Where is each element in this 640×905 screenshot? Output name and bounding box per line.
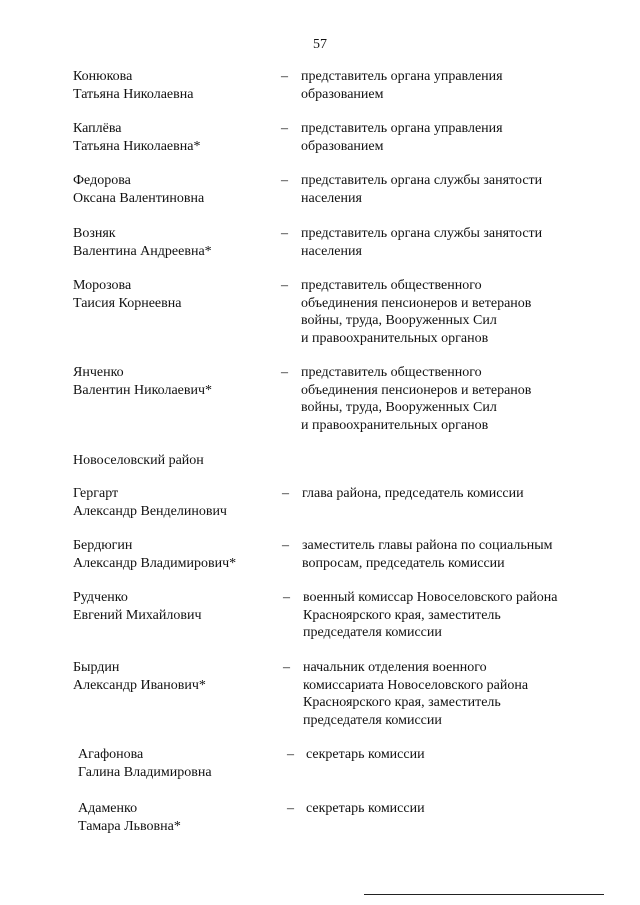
member-given-names: Валентин Николаевич* [73, 382, 213, 398]
role-line: образованием [301, 138, 384, 154]
member-given-names: Татьяна Николаевна* [73, 138, 201, 154]
member-name [73, 120, 263, 155]
member-name [73, 659, 263, 694]
member-given-names: Таисия Корнеевна [73, 295, 182, 311]
member-name [73, 485, 263, 520]
role-line: председателя комиссии [303, 625, 442, 640]
role-line: представитель органа службы занятости [301, 226, 543, 241]
member-name [73, 225, 263, 260]
member-name [73, 172, 263, 207]
member-surname: Морозова [73, 278, 132, 293]
member-name [73, 537, 263, 572]
role-line: образованием [301, 86, 384, 102]
role-line: секретарь комиссии [306, 747, 425, 762]
member-name [78, 800, 268, 835]
member-surname: Рудченко [73, 590, 128, 605]
role-line: и правоохранительных органов [301, 330, 489, 346]
member-role [301, 68, 596, 103]
member-given-names: Александр Иванович* [73, 677, 206, 693]
member-surname: Янченко [73, 365, 124, 380]
role-line: населения [301, 190, 362, 206]
member-role [306, 746, 601, 764]
role-line: населения [301, 243, 362, 259]
separator-dash: – [287, 747, 294, 762]
member-surname: Каплёва [73, 121, 122, 136]
role-line: секретарь комиссии [306, 801, 425, 816]
separator-dash: – [283, 660, 290, 675]
role-line: вопросам, председатель комиссии [302, 555, 505, 571]
separator-dash: – [281, 226, 288, 241]
role-line: военный комиссар Новоселовского района [303, 590, 558, 605]
separator-dash: – [281, 69, 288, 84]
scan-edge-line [364, 894, 604, 895]
member-given-names: Тамара Львовна* [78, 818, 181, 834]
member-name [73, 277, 263, 312]
separator-dash: – [281, 278, 288, 293]
separator-dash: – [281, 365, 288, 380]
role-line: Красноярского края, заместитель [303, 695, 501, 710]
role-line: заместитель главы района по социальным [302, 538, 553, 553]
member-surname: Федорова [73, 173, 131, 188]
member-name [73, 364, 263, 399]
member-given-names: Александр Владимирович* [73, 555, 237, 571]
separator-dash: – [281, 173, 288, 188]
district-heading: Новоселовский район [73, 453, 204, 468]
role-line: объединения пенсионеров и ветеранов [301, 295, 532, 311]
role-line: войны, труда, Вооруженных Сил [301, 313, 497, 328]
member-role [301, 225, 596, 260]
member-surname: Бердюгин [73, 538, 133, 553]
role-line: представитель органа управления [301, 121, 503, 136]
member-role [301, 120, 596, 155]
member-role [302, 485, 597, 503]
member-surname: Гергарт [73, 486, 119, 501]
member-role [302, 537, 597, 572]
member-given-names: Валентина Андреевна* [73, 243, 212, 259]
role-line: комиссариата Новоселовского района [303, 677, 529, 693]
member-given-names: Галина Владимировна [78, 764, 212, 780]
separator-dash: – [282, 538, 289, 553]
member-surname: Адаменко [78, 801, 138, 816]
role-line: представитель органа службы занятости [301, 173, 543, 188]
member-given-names: Евгений Михайлович [73, 607, 202, 623]
role-line: войны, труда, Вооруженных Сил [301, 400, 497, 415]
member-name [78, 746, 268, 781]
role-line: председателя комиссии [303, 712, 442, 728]
role-line: представитель органа управления [301, 69, 503, 84]
role-line: представитель общественного [301, 278, 482, 293]
member-surname: Возняк [73, 226, 116, 241]
role-line: объединения пенсионеров и ветеранов [301, 382, 532, 398]
member-given-names: Татьяна Николаевна [73, 86, 194, 102]
member-surname: Агафонова [78, 747, 144, 762]
member-role [301, 364, 596, 434]
role-line: представитель общественного [301, 365, 482, 380]
role-line: начальник отделения военного [303, 660, 487, 675]
member-role [303, 659, 598, 729]
member-given-names: Александр Венделинович [73, 503, 227, 519]
separator-dash: – [283, 590, 290, 605]
role-line: и правоохранительных органов [301, 417, 489, 433]
member-role [301, 172, 596, 207]
separator-dash: – [281, 121, 288, 136]
member-role [301, 277, 596, 347]
role-line: глава района, председатель комиссии [302, 486, 524, 501]
separator-dash: – [282, 486, 289, 501]
page-number: 57 [313, 37, 327, 52]
role-line: Красноярского края, заместитель [303, 607, 501, 623]
member-surname: Конюкова [73, 69, 133, 84]
member-role [303, 589, 598, 642]
member-name [73, 589, 263, 624]
member-surname: Бырдин [73, 660, 120, 675]
separator-dash: – [287, 801, 294, 816]
member-given-names: Оксана Валентиновна [73, 190, 205, 206]
member-role [306, 800, 601, 818]
member-name [73, 68, 263, 103]
